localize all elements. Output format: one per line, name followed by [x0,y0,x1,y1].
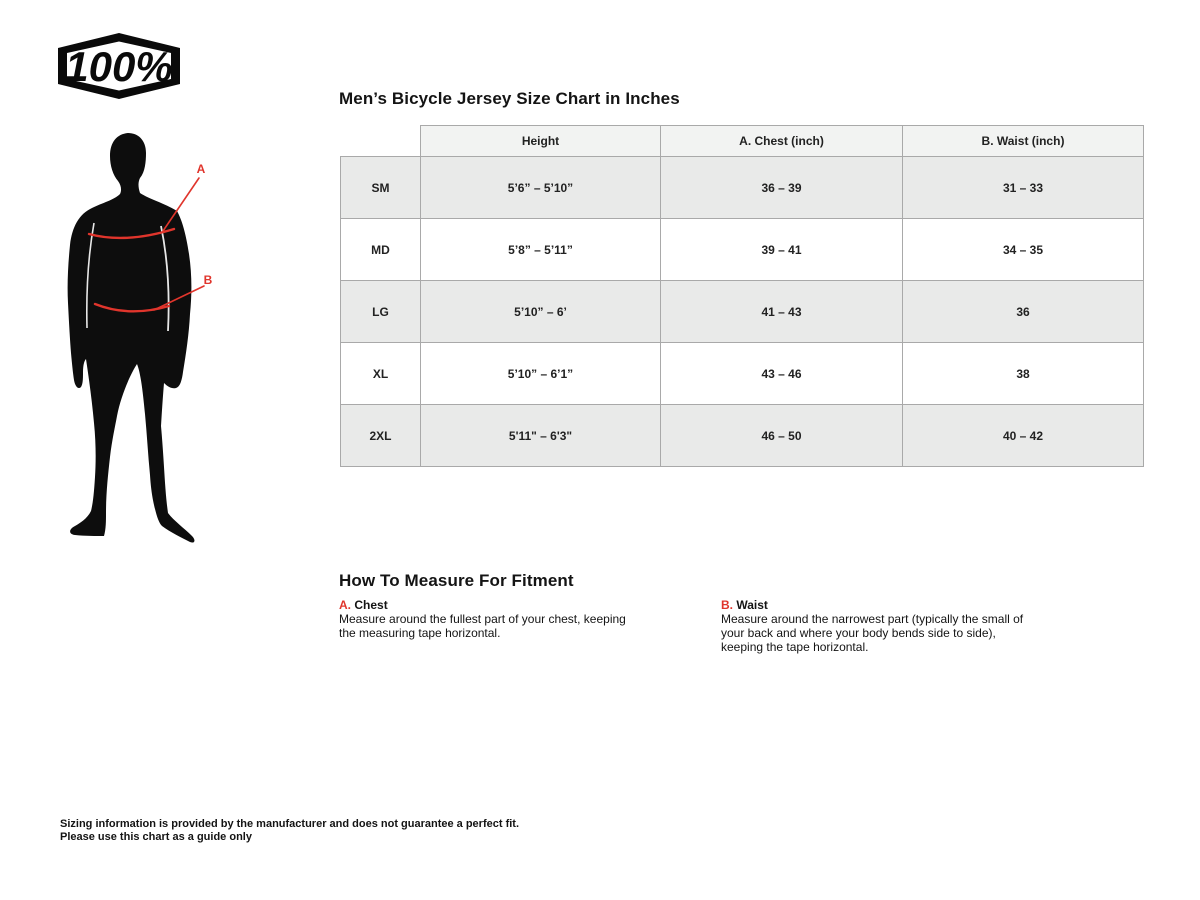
height-cell: 5’6” – 5’10” [421,157,661,219]
size-cell: LG [341,281,421,343]
table-header-row [341,126,1144,157]
chest-cell: 43 – 46 [661,343,903,405]
header-cell-chest: A. Chest (inch) [661,126,903,157]
waist-cell: 31 – 33 [903,157,1144,219]
size-chart-table [340,125,1144,467]
height-cell: 5’10” – 6’1” [421,343,661,405]
height-cell: 5’8” – 5’11” [421,219,661,281]
table-row-xl [341,343,1144,405]
table-row-lg [341,281,1144,343]
header-cell-height: Height [421,126,661,157]
disclaimer [60,818,519,843]
table-row-sm [341,157,1144,219]
measure-waist-letter: B. [721,598,733,612]
measure-waist-heading [721,598,1027,612]
size-cell: SM [341,157,421,219]
chest-cell: 46 – 50 [661,405,903,467]
measure-chest-name: Chest [354,598,388,612]
chest-cell: 36 – 39 [661,157,903,219]
height-cell: 5'11" – 6'3" [421,405,661,467]
figure-label-a: A [196,162,206,176]
disclaimer-line-1: Sizing information is provided by the manufacturer and does not guarantee a perfect fit. [60,818,520,830]
measure-section-waist [721,598,1027,654]
disclaimer-line-2: Please use this chart as a guide only [60,830,252,843]
size-cell: MD [341,219,421,281]
brand-logo [58,33,180,99]
figure-label-b: B [203,273,213,287]
brand-logo-icon [58,33,180,99]
header-cell-waist: B. Waist (inch) [903,126,1144,157]
size-cell: XL [341,343,421,405]
measure-waist-text: Measure around the narrowest part (typically the small of your back and where your body bends side to side), keeping the tape horizontal. [721,612,1024,654]
measure-section-chest [339,598,639,640]
measure-chest-heading [339,598,639,612]
male-silhouette-icon [68,133,195,543]
chest-cell: 41 – 43 [661,281,903,343]
measure-chest-letter: A. [339,598,351,612]
page-title: Men’s Bicycle Jersey Size Chart in Inches [339,89,680,108]
brand-logo-text: 100% [65,43,173,90]
measure-waist-name: Waist [736,598,768,612]
header-cell-empty [341,126,421,157]
height-cell: 5’10” – 6’ [421,281,661,343]
table-row-md [341,219,1144,281]
measurement-figure [60,133,215,545]
waist-cell: 38 [903,343,1144,405]
waist-cell: 40 – 42 [903,405,1144,467]
size-cell: 2XL [341,405,421,467]
waist-cell: 36 [903,281,1144,343]
waist-cell: 34 – 35 [903,219,1144,281]
measure-chest-text: Measure around the fullest part of your chest, keeping the measuring tape horizontal. [339,612,626,640]
table-row-2xl [341,405,1144,467]
howto-title: How To Measure For Fitment [339,571,574,590]
chest-cell: 39 – 41 [661,219,903,281]
